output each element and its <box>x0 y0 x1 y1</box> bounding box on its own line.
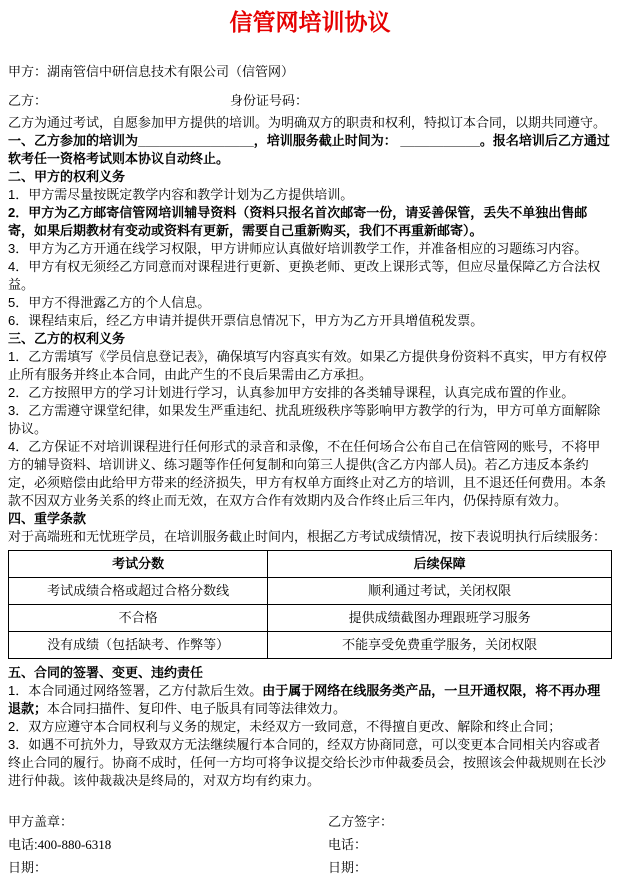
signature-block <box>8 810 612 879</box>
clause-3-2: 2．乙方按照甲方的学习计划进行学习，认真参加甲方安排的各类辅导课程，认真完成布置的作业。 <box>8 385 575 400</box>
table-row-fail <box>9 605 612 632</box>
clause-1-mid: ，培训服务截止时间为： <box>253 133 401 148</box>
cell-pass-condition: 考试成绩合格或超过合格分数线 <box>9 578 268 605</box>
clause-3-4: 4．乙方保证不对培训课程进行任何形式的录音和录像，不在任何场合公布自己在信管网的账号，不将甲方的辅导资料、培训讲义、练习题等作任何复制和向第三人提供(含乙方内部人员)。若乙方违反本条约定，必须赔偿由此给甲方带来的经济损失，甲方有权单方面终止对乙方的培训，且不退还任何费用。本条款不因双方业务关系的终止而无效，在双方合作有效期内及合作终止后三年内，仍保持原有效力。 <box>8 439 607 508</box>
clause-5-3: 3．如遇不可抗外力，导致双方无法继续履行本合同的，经双方协商同意，可以变更本合同相关内容或者终止合同的履行。协商不成时，任何一方均可将争议提交给长沙市仲裁委员会，按照该会仲裁规则在长沙进行仲裁。该仲裁裁决是终局的，对双方均有约束力。 <box>8 737 607 788</box>
table-header-row <box>9 551 612 578</box>
party-b-sign-label: 乙方签字： <box>328 814 394 829</box>
reschedule-table <box>8 550 612 659</box>
section-2-heading: 二、甲方的权利义务 <box>8 169 126 184</box>
clause-1-training <box>8 132 612 168</box>
cell-pass-result: 顺利通过考试，关闭权限 <box>268 578 612 605</box>
party-b-phone-label: 电话： <box>328 837 368 852</box>
party-a-seal-label: 甲方盖章： <box>8 814 74 829</box>
id-number-label: 身份证号码： <box>230 93 309 108</box>
section-5-heading: 五、合同的签署、变更、违约责任 <box>8 665 204 680</box>
clause-2-5: 5．甲方不得泄露乙方的个人信息。 <box>8 295 211 310</box>
clause-5-1 <box>8 682 612 718</box>
clause-3-1: 1．乙方需填写《学员信息登记表》，确保填写内容真实有效。如果乙方提供身份资料不真实，甲方有权停止所有服务并终止本合同，由此产生的不良后果需由乙方承担。 <box>8 349 607 382</box>
party-a-signature-column <box>8 810 328 879</box>
clause-5-1-normal-start: 1．本合同通过网络签署，乙方付款后生效。 <box>8 683 263 698</box>
clause-5-1-bold-no-refund: 由于属于网络在线服务类产品，一旦开通权限，将不再办理退款； <box>8 683 601 716</box>
agreement-title: 信管网培训协议 <box>229 9 391 35</box>
section-3-heading: 三、乙方的权利义务 <box>8 331 126 346</box>
clause-2-1: 1．甲方需尽量按既定教学内容和教学计划为乙方提供培训。 <box>8 187 354 202</box>
section-4-intro: 对于高端班和无忧班学员，在培训服务截止时间内，根据乙方考试成绩情况，按下表说明执行后续服务： <box>8 529 607 544</box>
cell-fail-condition: 不合格 <box>9 605 268 632</box>
clause-5-1-normal-end: 本合同扫描件、复印件、电子版具有同等法律效力。 <box>47 701 347 716</box>
clause-2-4: 4．甲方有权无须经乙方同意而对课程进行更新、更换老师、更改上课形式等，但应尽量保障乙方合法权益。 <box>8 259 601 292</box>
party-a-phone-number: 400-880-6318 <box>37 837 112 852</box>
header-exam-score: 考试分数 <box>9 551 268 578</box>
header-follow-up-guarantee: 后续保障 <box>268 551 612 578</box>
table-row-pass <box>9 578 612 605</box>
party-b-signature-column <box>328 810 612 879</box>
party-a-phone-line <box>8 833 328 856</box>
clause-2-2: 2．甲方为乙方邮寄信管网培训辅导资料（资料只报名首次邮寄一份，请妥善保管，丢失不单独出售邮寄，如果后期教材有变动或资料有更新，需要自己重新购买，我们不再重新邮寄）。 <box>8 205 588 238</box>
clause-1-post: 。报名培训后乙方通过软考任一资格考试则本协议自动终止。 <box>8 133 610 166</box>
party-a-phone-label: 电话: <box>8 837 38 852</box>
cell-no-score-condition: 没有成绩（包括缺考、作弊等） <box>9 632 268 659</box>
training-name-blank: ________________ <box>138 133 254 148</box>
intro-paragraph: 乙方为通过考试，自愿参加甲方提供的培训。为明确双方的职责和权利，特拟订本合同，以期共同遵守。 <box>8 115 607 130</box>
deadline-blank: ___________ <box>400 133 480 148</box>
party-b-date-label: 日期： <box>328 860 368 875</box>
clause-5-2: 2．双方应遵守本合同权利与义务的规定，未经双方一致同意，不得擅自更改、解除和终止合同； <box>8 719 562 734</box>
party-a-date-label: 日期： <box>8 860 48 875</box>
party-b-label: 乙方： <box>8 93 48 108</box>
clause-1-pre: 一、乙方参加的培训为 <box>8 133 139 148</box>
party-a-line: 甲方：湖南管信中研信息技术有限公司（信管网） <box>8 64 295 79</box>
clause-2-6: 6．课程结束后，经乙方申请并提供开票信息情况下，甲方为乙方开具增值税发票。 <box>8 313 484 328</box>
cell-fail-result: 提供成绩截图办理跟班学习服务 <box>268 605 612 632</box>
party-b-line <box>8 92 612 110</box>
clause-3-3: 3．乙方需遵守课堂纪律，如果发生严重违纪、扰乱班级秩序等影响甲方教学的行为，甲方可单方面解除协议。 <box>8 403 601 436</box>
table-row-no-score <box>9 632 612 659</box>
section-4-heading: 四、重学条款 <box>8 511 87 526</box>
cell-no-score-result: 不能享受免费重学服务，关闭权限 <box>268 632 612 659</box>
clause-2-3: 3．甲方为乙方开通在线学习权限，甲方讲师应认真做好培训教学工作，并准备相应的习题练习内容。 <box>8 241 588 256</box>
